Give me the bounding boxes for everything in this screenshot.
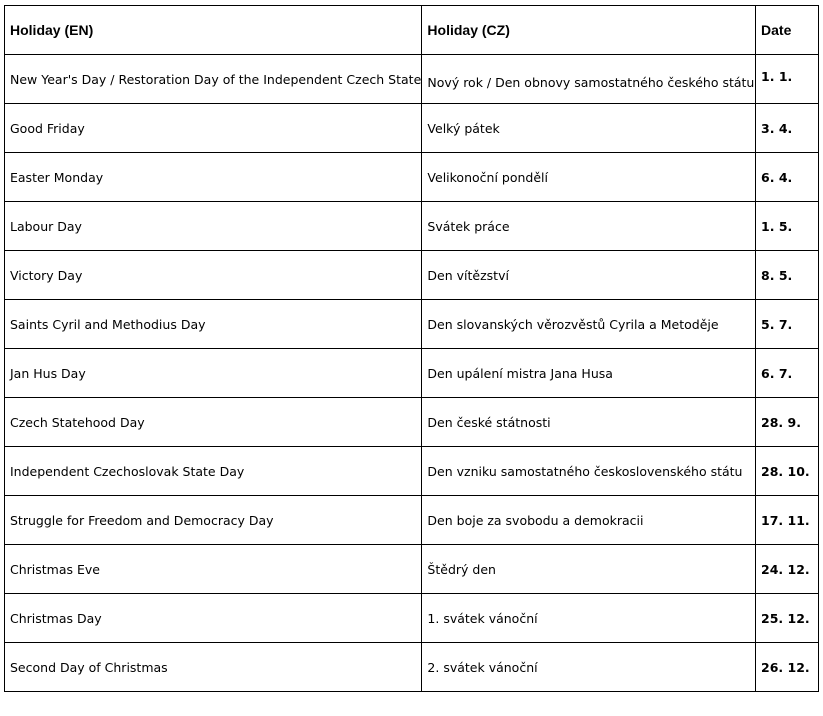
holiday-cz-cell: Den slovanských věrozvěstů Cyrila a Metoděje <box>422 300 756 349</box>
date-cell: 5. 7. <box>756 300 819 349</box>
date-cell: 26. 12. <box>756 643 819 692</box>
table-row <box>5 349 819 398</box>
table-row <box>5 300 819 349</box>
table-row <box>5 447 819 496</box>
date-cell: 3. 4. <box>756 104 819 153</box>
date-cell: 6. 4. <box>756 153 819 202</box>
date-cell: 28. 10. <box>756 447 819 496</box>
holiday-en-cell: Good Friday <box>5 104 422 153</box>
table-row <box>5 594 819 643</box>
holiday-cz-cell: Den české státnosti <box>422 398 756 447</box>
holiday-cz-cell: Štědrý den <box>422 545 756 594</box>
holiday-en-cell: Jan Hus Day <box>5 349 422 398</box>
holidays-table <box>4 5 819 692</box>
holiday-en-cell: New Year's Day / Restoration Day of the Independent Czech State <box>5 55 422 104</box>
holiday-cz-cell: Den vzniku samostatného československého státu <box>422 447 756 496</box>
holiday-en-cell: Czech Statehood Day <box>5 398 422 447</box>
holiday-en-cell: Victory Day <box>5 251 422 300</box>
date-cell: 24. 12. <box>756 545 819 594</box>
table-row <box>5 251 819 300</box>
table-row <box>5 153 819 202</box>
header-holiday-en: Holiday (EN) <box>5 6 422 55</box>
date-cell: 28. 9. <box>756 398 819 447</box>
header-row <box>5 6 819 55</box>
holiday-en-cell: Labour Day <box>5 202 422 251</box>
holiday-en-cell: Christmas Day <box>5 594 422 643</box>
date-cell: 6. 7. <box>756 349 819 398</box>
holiday-cz-cell: Den upálení mistra Jana Husa <box>422 349 756 398</box>
table-row <box>5 104 819 153</box>
holiday-cz-cell: Den vítězství <box>422 251 756 300</box>
table-row <box>5 202 819 251</box>
table-row <box>5 55 819 104</box>
holiday-en-cell: Second Day of Christmas <box>5 643 422 692</box>
holiday-cz-cell: 1. svátek vánoční <box>422 594 756 643</box>
holiday-en-cell: Christmas Eve <box>5 545 422 594</box>
holiday-cz-cell: Nový rok / Den obnovy samostatného českého státu <box>422 55 756 104</box>
holiday-cz-cell: Den boje za svobodu a demokracii <box>422 496 756 545</box>
date-cell: 17. 11. <box>756 496 819 545</box>
date-cell: 25. 12. <box>756 594 819 643</box>
holiday-en-cell: Saints Cyril and Methodius Day <box>5 300 422 349</box>
date-cell: 8. 5. <box>756 251 819 300</box>
holiday-en-cell: Struggle for Freedom and Democracy Day <box>5 496 422 545</box>
date-cell: 1. 1. <box>756 55 819 104</box>
table-row <box>5 545 819 594</box>
table-row <box>5 496 819 545</box>
table-row <box>5 643 819 692</box>
header-holiday-cz: Holiday (CZ) <box>422 6 756 55</box>
holiday-cz-cell: Svátek práce <box>422 202 756 251</box>
holiday-cz-cell: 2. svátek vánoční <box>422 643 756 692</box>
holiday-en-cell: Easter Monday <box>5 153 422 202</box>
holiday-en-cell: Independent Czechoslovak State Day <box>5 447 422 496</box>
header-date: Date <box>756 6 819 55</box>
date-cell: 1. 5. <box>756 202 819 251</box>
holiday-cz-cell: Velikonoční pondělí <box>422 153 756 202</box>
holiday-cz-cell: Velký pátek <box>422 104 756 153</box>
table-row <box>5 398 819 447</box>
